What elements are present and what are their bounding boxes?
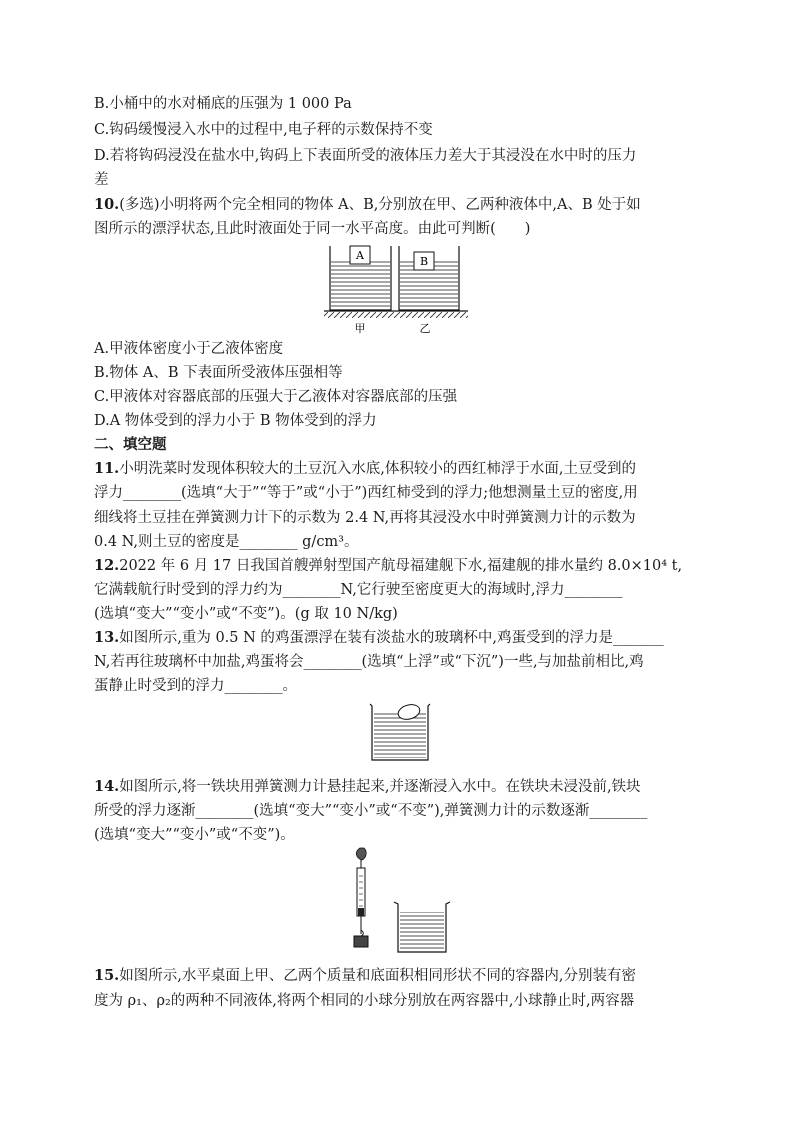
q9-option-c: C.钩码缓慢浸入水中的过程中,电子秤的示数保持不变 bbox=[94, 122, 433, 138]
q10-stem-line1: 10.(多选)小明将两个完全相同的物体 A、B,分别放在甲、乙两种液体中,A、B 处于如 bbox=[94, 196, 641, 213]
q10-option-d: D.A 物体受到的浮力小于 B 物体受到的浮力 bbox=[94, 413, 377, 429]
q11-line4: 0.4 N,则土豆的密度是________ g/cm³。 bbox=[94, 534, 359, 550]
q10-number: 10. bbox=[94, 196, 120, 213]
q9-option-b: B.小桶中的水对桶底的压强为 1 000 Pa bbox=[94, 96, 352, 112]
q9-option-d-line1: D.若将钩码浸没在盐水中,钩码上下表面所受的液体压力差大于其浸没在水中时的压力 bbox=[94, 148, 637, 164]
scale-pointer bbox=[358, 908, 364, 916]
q12-number: 12. bbox=[94, 557, 120, 574]
q14-line1: 14.如图所示,将一铁块用弹簧测力计悬挂起来,并逐渐浸入水中。在铁块未浸没前,铁块 bbox=[94, 778, 641, 795]
q11-line3: 细线将土豆挂在弹簧测力计下的示数为 2.4 N,再将其浸没水中时弹簧测力计的示数为 bbox=[94, 510, 636, 526]
q11-line1: 11.小明洗菜时发现体积较大的土豆沉入水底,体积较小的西红柿浮于水面,土豆受到的 bbox=[94, 460, 636, 477]
q10-option-c: C.甲液体对容器底部的压强大于乙液体对容器底部的压强 bbox=[94, 389, 458, 405]
label-yi: 乙 bbox=[419, 322, 431, 335]
label-jia: 甲 bbox=[354, 322, 366, 335]
hand-icon bbox=[356, 848, 366, 860]
ground-hatch bbox=[324, 312, 468, 318]
q14-line3: (选填“变大”“变小”或“不变”)。 bbox=[94, 827, 295, 843]
q13-figure-egg-in-glass bbox=[368, 700, 432, 762]
q13-line2: N,若再往玻璃杯中加盐,鸡蛋将会________(选填“上浮”或“下沉”)一些,与加盐前相比,鸡 bbox=[94, 654, 644, 670]
q14-figure-spring-scale-and-beaker bbox=[340, 846, 450, 954]
object-b-label: B bbox=[419, 255, 429, 268]
liquid-jia bbox=[331, 259, 390, 309]
q15-line2: 度为 ρ₁、ρ₂的两种不同液体,将两个相同的小球分别放在两容器中,小球静止时,两容器 bbox=[94, 993, 635, 1009]
iron-block bbox=[354, 936, 368, 947]
q10-option-a: A.甲液体密度小于乙液体密度 bbox=[94, 341, 284, 357]
q15-number: 15. bbox=[94, 967, 120, 984]
beaker-water bbox=[400, 912, 444, 950]
q12-line1: 12.2022 年 6 月 17 日我国首艘弹射型国产航母福建舰下水,福建舰的排水量约 8.0×10⁴ t, bbox=[94, 557, 683, 574]
q13-line1: 13.如图所示,重为 0.5 N 的鸡蛋漂浮在装有淡盐水的玻璃杯中,鸡蛋受到的浮力是_______ bbox=[94, 629, 664, 646]
q13-number: 13. bbox=[94, 629, 120, 646]
q15-line1: 15.如图所示,水平桌面上甲、乙两个质量和底面积相同形状不同的容器内,分别装有密 bbox=[94, 967, 636, 984]
object-a-label: A bbox=[356, 249, 364, 262]
q13-line3: 蛋静止时受到的浮力________。 bbox=[94, 678, 297, 694]
q10-figure-two-containers bbox=[322, 240, 470, 336]
q11-line2: 浮力________(选填“大于”“等于”或“小于”)西红柿受到的浮力;他想测量土豆的密度,用 bbox=[94, 485, 638, 501]
q12-line2: 它满载航行时受到的浮力约为________N,它行驶至密度更大的海域时,浮力________ bbox=[94, 582, 623, 598]
q12-line3: (选填“变大”“变小”或“不变”)。(g 取 10 N/kg) bbox=[94, 606, 398, 622]
q14-number: 14. bbox=[94, 778, 120, 795]
q10-option-b: B.物体 A、B 下表面所受液体压强相等 bbox=[94, 365, 343, 381]
q14-line2: 所受的浮力逐渐________(选填“变大”“变小”或“不变”),弹簧测力计的示数逐渐________ bbox=[94, 803, 648, 819]
q10-stem-line2: 图所示的漂浮状态,且此时液面处于同一水平高度。由此可判断( ) bbox=[94, 221, 531, 237]
section-title-fill-in: 二、填空题 bbox=[94, 436, 167, 453]
q11-number: 11. bbox=[94, 460, 120, 477]
q9-option-d-line2: 差 bbox=[94, 172, 109, 188]
salt-water bbox=[374, 712, 426, 758]
